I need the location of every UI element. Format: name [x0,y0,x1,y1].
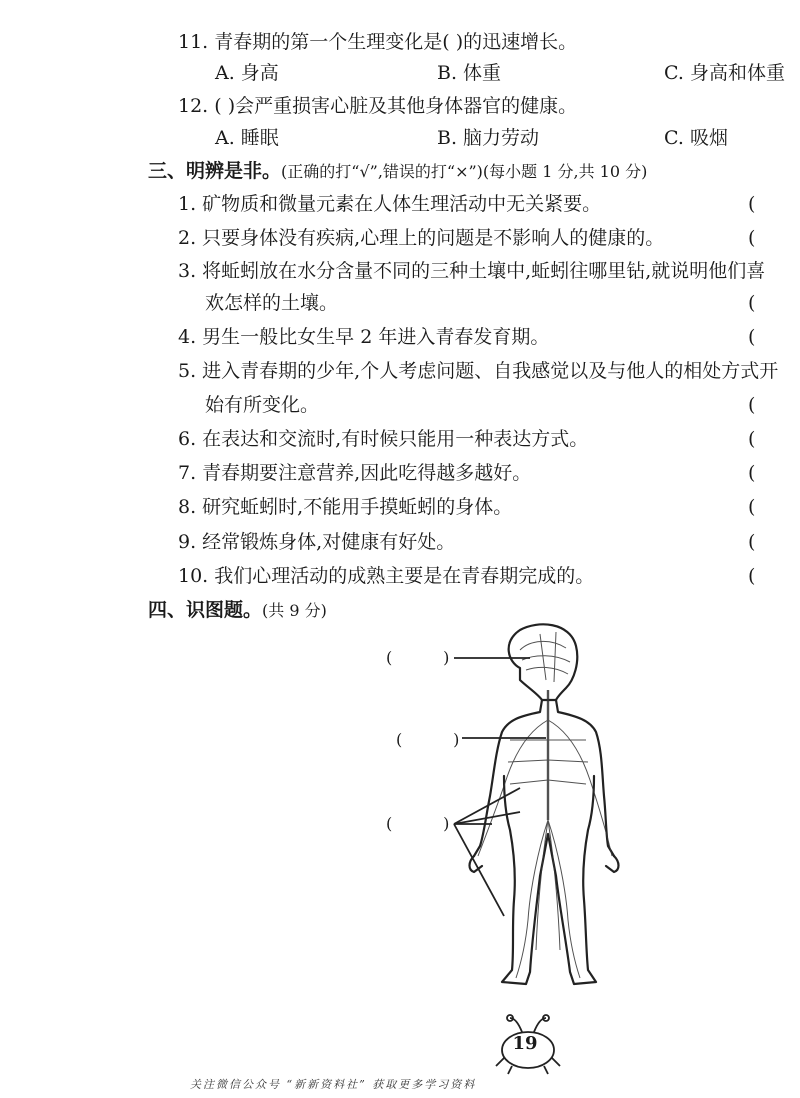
answer-paren-8[interactable]: ( [748,496,756,518]
tf-item-8: 8. 研究蚯蚓时,不能用手摸蚯蚓的身体。 [178,496,513,518]
tf-item-9: 9. 经常锻炼身体,对健康有好处。 [178,531,456,553]
tf-item-3-line1: 3. 将蚯蚓放在水分含量不同的三种土壤中,蚯蚓往哪里钻,就说明他们喜 [178,260,766,282]
answer-paren-6[interactable]: ( [748,428,756,450]
tf-item-2: 2. 只要身体没有疾病,心理上的问题是不影响人的健康的。 [178,227,665,249]
section-4-note: (共 9 分) [262,601,327,620]
answer-paren-2[interactable]: ( [748,227,756,249]
q12-option-c: C. 吸烟 [664,127,728,149]
section-4-title: 四、识图题。 [148,599,263,621]
tf-item-5-line1: 5. 进入青春期的少年,个人考虑问题、自我感觉以及与他人的相处方式开 [178,360,779,382]
section-3-note: (正确的打“√”,错误的打“×”)(每小题 1 分,共 10 分) [281,162,648,181]
tf-item-10: 10. 我们心理活动的成熟主要是在青春期完成的。 [178,565,595,587]
answer-paren-4[interactable]: ( [748,326,756,348]
q11-option-a: A. 身高 [215,62,279,84]
q11-option-b: B. 体重 [437,62,502,84]
figure-brain-nerves [520,632,570,682]
question-11: 11. 青春期的第一个生理变化是( )的迅速增长。 [178,31,578,53]
tf-item-3-line2: 欢怎样的土壤。 [205,292,339,314]
question-12: 12. ( )会严重损害心脏及其他身体器官的健康。 [178,95,578,117]
section-3-heading [148,159,647,184]
leader-line-nerves-3 [454,824,504,916]
tf-item-5-line2: 始有所变化。 [205,394,320,416]
answer-paren-5[interactable]: ( [748,394,756,416]
tf-item-4: 4. 男生一般比女生早 2 年进入青春发育期。 [178,326,550,348]
figure-arm-nerves [478,720,612,856]
figure-label-nerves[interactable]: ( ) [386,814,450,833]
figure-label-brain[interactable]: ( ) [386,648,450,667]
section-3-title: 三、明辨是非。 [148,160,282,182]
figure-head-outline [509,624,578,700]
answer-paren-7[interactable]: ( [748,462,756,484]
nervous-system-figure [370,620,650,1010]
answer-paren-9[interactable]: ( [748,531,756,553]
answer-paren-1[interactable]: ( [748,193,756,215]
answer-paren-3[interactable]: ( [748,292,756,314]
bug-antennae [510,1018,546,1032]
figure-label-spinal-cord[interactable]: ( ) [396,730,460,749]
tf-item-6: 6. 在表达和交流时,有时候只能用一种表达方式。 [178,428,589,450]
tf-item-7: 7. 青春期要注意营养,因此吃得越多越好。 [178,462,532,484]
section-4-heading [148,598,327,623]
footer-note: 关注微信公众号 “新新资料社” 获取更多学习资料 [190,1078,477,1091]
q11-option-c: C. 身高和体重 [664,62,785,84]
answer-paren-10[interactable]: ( [748,565,756,587]
figure-leg-nerves [516,820,580,978]
tf-item-1: 1. 矿物质和微量元素在人体生理活动中无关紧要。 [178,193,602,215]
q12-option-b: B. 脑力劳动 [437,127,540,149]
page-number: 19 [512,1033,538,1054]
q12-option-a: A. 睡眠 [215,127,279,149]
